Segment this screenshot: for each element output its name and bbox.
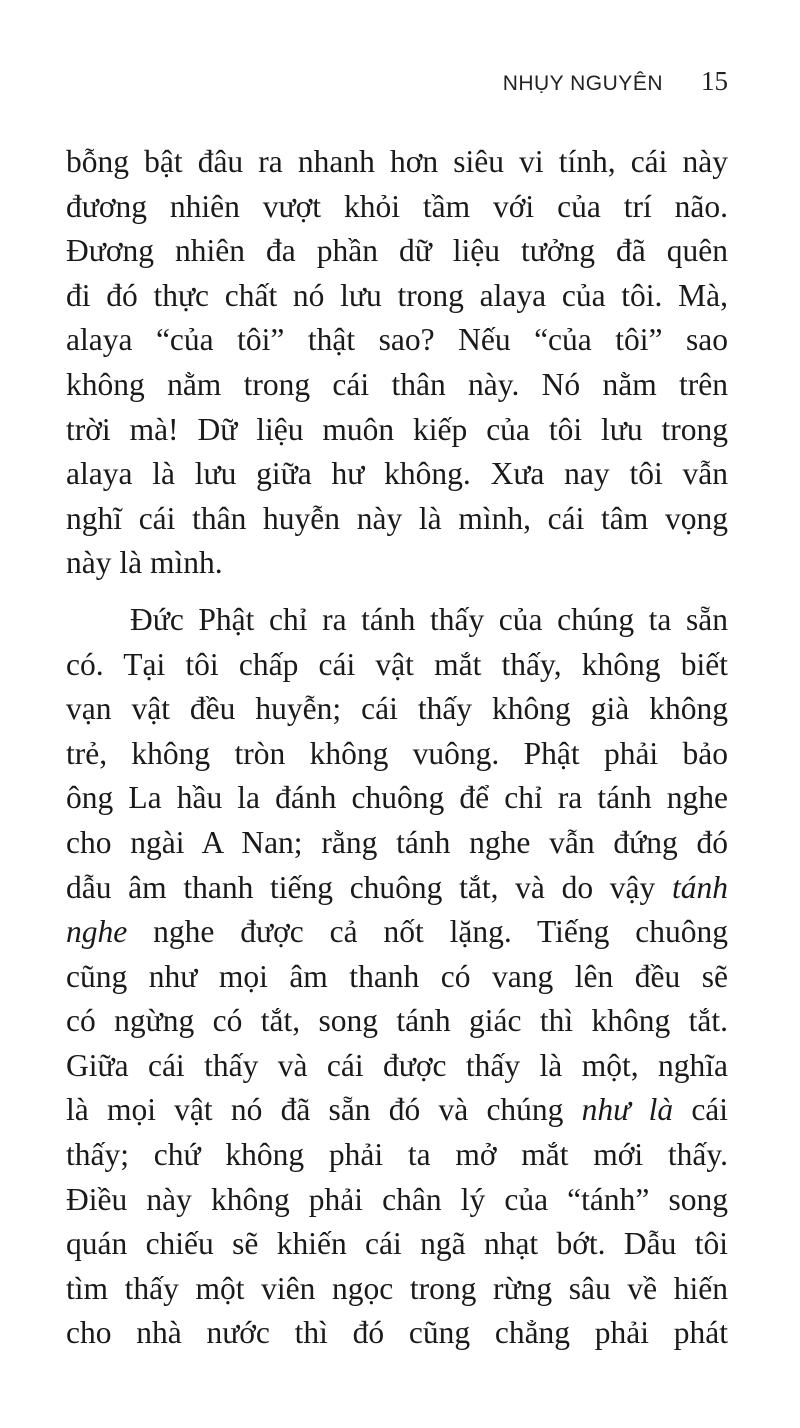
italic-term: như là — [581, 1092, 674, 1128]
text-line: cho ngài A Nan; rằng tánh nghe vẫn đứng đó — [66, 824, 728, 860]
text-line: trời mà! Dữ liệu muôn kiếp của tôi lưu trong — [66, 411, 728, 447]
text-line: trẻ, không tròn không vuông. Phật phải bảo — [66, 735, 728, 771]
text-segment: nghe được cả nốt lặng. Tiếng chuông — [153, 914, 728, 950]
text-line: thấy; chứ không phải ta mở mắt mới thấy. — [66, 1137, 728, 1173]
text-line: nghĩ cái thân huyễn này là mình, cái tâm vọng — [66, 500, 728, 536]
text-line: cũng như mọi âm thanh có vang lên đều sẽ — [66, 958, 728, 994]
paragraph-1 — [66, 140, 728, 586]
text-line: bỗng bật đâu ra nhanh hơn siêu vi tính, cái này — [66, 144, 728, 179]
text-line: Giữa cái thấy và cái được thấy là một, nghĩa — [66, 1047, 728, 1083]
text-segment: dẫu âm thanh tiếng chuông tắt, và do vậy — [66, 869, 656, 905]
text-line: vạn vật đều huyễn; cái thấy không già không — [66, 691, 728, 727]
page-header — [503, 66, 728, 97]
text-line: alaya là lưu giữa hư không. Xưa nay tôi vẫn — [66, 456, 728, 492]
text-segment: là mọi vật nó đã sẵn đó và chúng — [66, 1092, 564, 1128]
text-line — [66, 866, 728, 911]
page-number: 15 — [701, 66, 728, 96]
text-line: đi đó thực chất nó lưu trong alaya của tôi. Mà, — [66, 277, 728, 313]
text-segment: cái — [691, 1092, 729, 1128]
text-line: Đương nhiên đa phần dữ liệu tưởng đã quên — [66, 233, 728, 269]
text-line: quán chiếu sẽ khiến cái ngã nhạt bớt. Dẫu tôi — [66, 1226, 728, 1262]
text-line: ông La hầu la đánh chuông để chỉ ra tánh nghe — [66, 780, 728, 816]
text-line: đương nhiên vượt khỏi tầm với của trí não. — [66, 188, 728, 224]
text-line: Điều này không phải chân lý của “tánh” song — [66, 1181, 728, 1217]
text-line: có. Tại tôi chấp cái vật mắt thấy, không biết — [66, 646, 728, 682]
text-line: này là mình. — [66, 545, 223, 581]
text-line: Đức Phật chỉ ra tánh thấy của chúng ta sẵn — [130, 601, 728, 637]
body-text — [66, 140, 728, 1356]
running-head: NHỤY NGUYÊN — [502, 72, 663, 95]
text-line: tìm thấy một viên ngọc trong rừng sâu về hiến — [66, 1270, 728, 1306]
text-line: alaya “của tôi” thật sao? Nếu “của tôi” sao — [66, 322, 728, 358]
italic-term: tánh — [671, 869, 728, 905]
text-line: không nằm trong cái thân này. Nó nằm trên — [66, 366, 728, 402]
text-line — [66, 910, 728, 955]
italic-term: nghe — [66, 914, 128, 950]
text-line: có ngừng có tắt, song tánh giác thì không tắt. — [66, 1003, 728, 1039]
text-line — [66, 1088, 728, 1133]
text-line: cho nhà nước thì đó cũng chẳng phải phát — [66, 1315, 728, 1351]
paragraph-2 — [66, 598, 728, 1356]
